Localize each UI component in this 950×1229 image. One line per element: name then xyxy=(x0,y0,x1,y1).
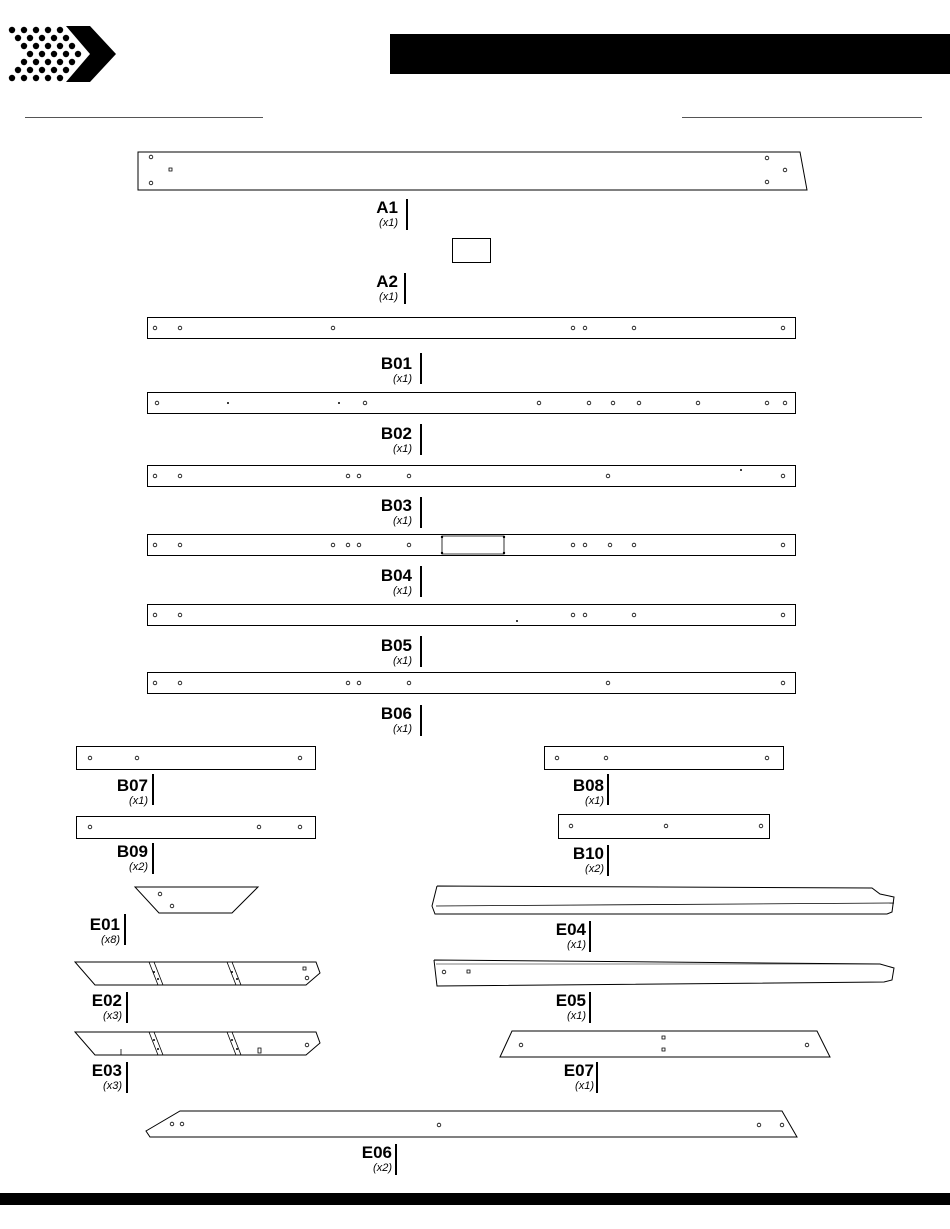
part-qty: (x1) xyxy=(585,795,604,807)
part-qty: (x1) xyxy=(393,585,412,597)
part-b01-drawing xyxy=(147,317,797,339)
part-code: E01 xyxy=(89,915,120,934)
part-label xyxy=(322,1144,392,1174)
part-qty: (x1) xyxy=(567,939,586,951)
label-tick xyxy=(420,424,422,455)
label-tick xyxy=(420,353,422,384)
header-rule-left xyxy=(25,117,263,118)
part-a1-drawing xyxy=(137,151,809,191)
part-label xyxy=(342,637,412,667)
part-code: B06 xyxy=(380,704,412,723)
part-b07-drawing xyxy=(76,746,317,770)
part-qty: (x1) xyxy=(575,1080,594,1092)
part-b10-drawing xyxy=(558,814,771,839)
part-qty: (x1) xyxy=(393,723,412,735)
label-tick xyxy=(589,992,591,1023)
part-label xyxy=(342,567,412,597)
part-b05-drawing xyxy=(147,604,797,626)
part-code: A1 xyxy=(376,198,398,217)
part-b04-drawing xyxy=(147,534,797,556)
part-label xyxy=(328,273,398,303)
part-qty: (x1) xyxy=(393,443,412,455)
part-code: B09 xyxy=(116,842,148,861)
part-qty: (x2) xyxy=(585,863,604,875)
part-label xyxy=(78,777,148,807)
part-label xyxy=(524,1062,594,1092)
part-e03-drawing xyxy=(74,1031,322,1057)
part-code: B05 xyxy=(380,636,412,655)
label-tick xyxy=(607,845,609,876)
part-code: B02 xyxy=(380,424,412,443)
part-label xyxy=(342,705,412,735)
part-code: B10 xyxy=(572,844,604,863)
header-title-bar xyxy=(390,34,950,74)
part-e05-drawing xyxy=(432,958,898,988)
part-b06-drawing xyxy=(147,672,797,694)
part-b03-drawing xyxy=(147,465,797,487)
part-label xyxy=(50,916,120,946)
label-tick xyxy=(420,636,422,667)
label-tick xyxy=(152,843,154,874)
part-label xyxy=(534,845,604,875)
part-code: E07 xyxy=(563,1061,594,1080)
part-label xyxy=(516,921,586,951)
part-a2-drawing xyxy=(452,238,492,264)
label-tick xyxy=(126,992,128,1023)
part-b09-drawing xyxy=(76,816,317,839)
part-e06-drawing xyxy=(145,1110,800,1139)
part-label xyxy=(342,425,412,455)
part-label xyxy=(342,355,412,385)
part-e07-drawing xyxy=(499,1030,832,1058)
footer-bar xyxy=(0,1193,950,1205)
part-label xyxy=(328,199,398,229)
part-label xyxy=(534,777,604,807)
part-qty: (x1) xyxy=(379,217,398,229)
part-label xyxy=(342,497,412,527)
label-tick xyxy=(152,774,154,805)
part-label xyxy=(78,843,148,873)
part-qty: (x1) xyxy=(129,795,148,807)
part-e02-drawing xyxy=(74,961,322,987)
part-e04-drawing xyxy=(432,884,898,916)
part-label xyxy=(52,1062,122,1092)
part-qty: (x1) xyxy=(567,1010,586,1022)
part-qty: (x1) xyxy=(393,655,412,667)
part-qty: (x1) xyxy=(379,291,398,303)
part-code: E02 xyxy=(91,991,122,1010)
label-tick xyxy=(420,705,422,736)
label-tick xyxy=(607,774,609,805)
part-qty: (x3) xyxy=(103,1010,122,1022)
label-tick xyxy=(420,497,422,528)
label-tick xyxy=(404,273,406,304)
part-label xyxy=(516,992,586,1022)
part-b02-drawing xyxy=(147,392,797,414)
part-code: B07 xyxy=(116,776,148,795)
label-tick xyxy=(596,1062,598,1093)
part-label xyxy=(52,992,122,1022)
part-qty: (x1) xyxy=(393,373,412,385)
part-code: E05 xyxy=(555,991,586,1010)
part-qty: (x3) xyxy=(103,1080,122,1092)
header-rule-right xyxy=(682,117,922,118)
part-code: E03 xyxy=(91,1061,122,1080)
part-code: B04 xyxy=(380,566,412,585)
label-tick xyxy=(589,921,591,952)
label-tick xyxy=(420,566,422,597)
label-tick xyxy=(124,914,126,945)
part-code: E06 xyxy=(361,1143,392,1162)
label-tick xyxy=(395,1144,397,1175)
part-qty: (x2) xyxy=(373,1162,392,1174)
part-qty: (x2) xyxy=(129,861,148,873)
label-tick xyxy=(126,1062,128,1093)
part-code: A2 xyxy=(376,272,398,291)
part-code: B08 xyxy=(572,776,604,795)
dotted-chevron-logo-icon xyxy=(4,24,116,86)
part-qty: (x1) xyxy=(393,515,412,527)
part-qty: (x8) xyxy=(101,934,120,946)
part-code: B01 xyxy=(380,354,412,373)
part-code: E04 xyxy=(555,920,586,939)
part-e01-drawing xyxy=(134,886,260,914)
label-tick xyxy=(406,199,408,230)
part-b08-drawing xyxy=(544,746,785,770)
part-code: B03 xyxy=(380,496,412,515)
